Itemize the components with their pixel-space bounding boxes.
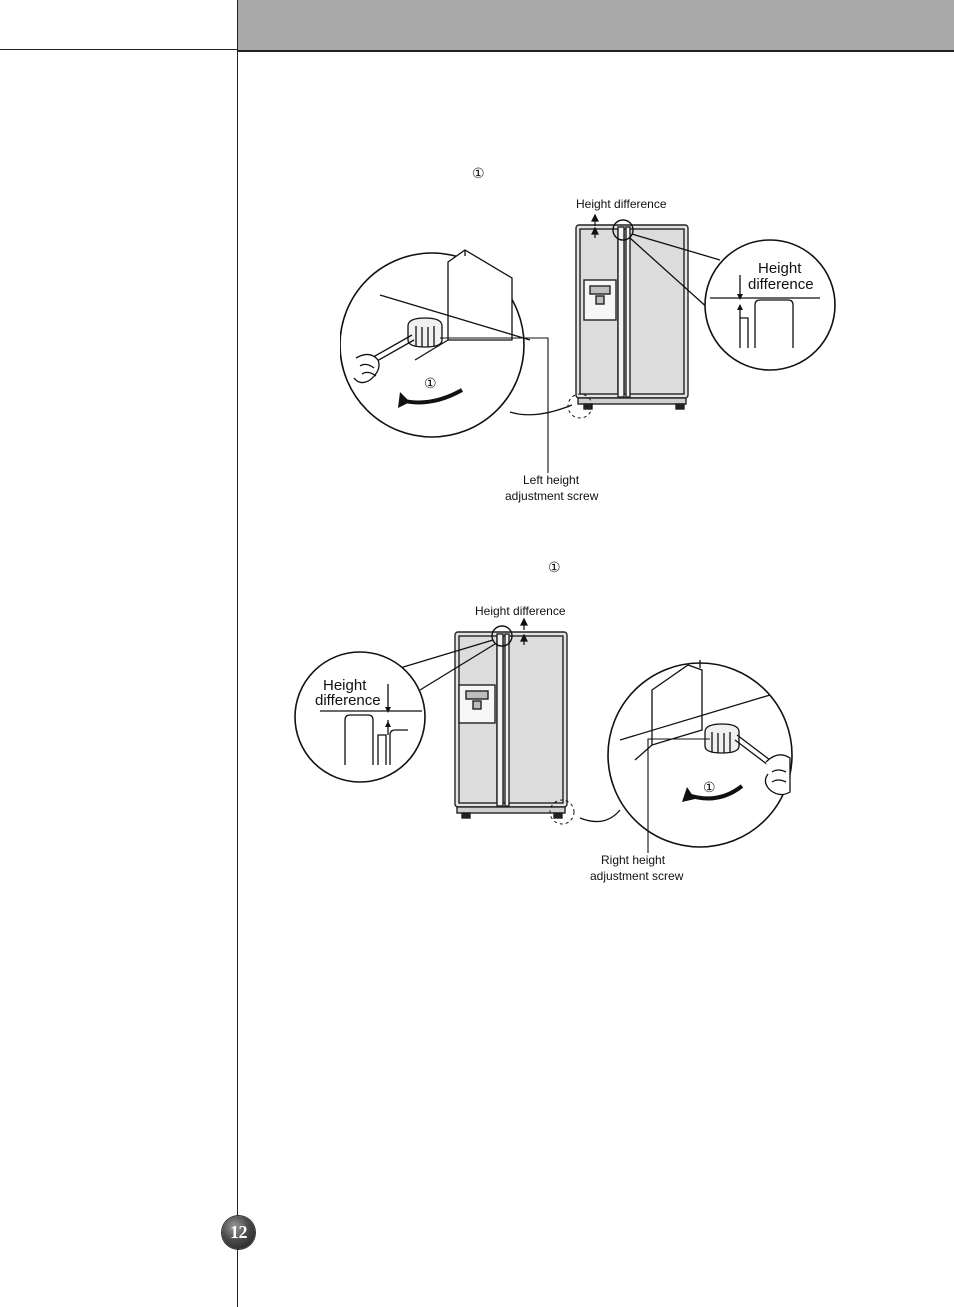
top-label-2: Height difference: [475, 604, 566, 618]
rotation-marker-right: ①: [703, 779, 716, 795]
step-2-marker: ①: [548, 559, 561, 575]
right-screw-figure: [290, 600, 810, 890]
screw-label-2b: adjustment screw: [590, 869, 684, 883]
screw-label-2: adjustment screw: [505, 489, 599, 503]
callout-label-1: Height: [758, 260, 802, 277]
refrigerator-illustration-2: [455, 632, 567, 818]
header-band: [238, 0, 954, 52]
screw-label-1: Left height: [523, 473, 580, 487]
top-detail-callout-2: [295, 652, 425, 782]
left-screw-figure: [340, 190, 850, 510]
callout-label-2: difference: [748, 276, 814, 293]
margin-rule: [237, 0, 238, 1307]
callout-label-1b: Height: [323, 677, 367, 694]
header-rule: [0, 49, 238, 50]
callout-label-2b: difference: [315, 692, 381, 709]
refrigerator-illustration: [576, 225, 688, 409]
rotation-marker-left: ①: [424, 375, 437, 391]
step-1-marker: ①: [472, 165, 485, 181]
page-number: 12: [230, 1222, 247, 1242]
page-number-badge: [222, 1216, 255, 1249]
screw-label-1b: Right height: [601, 853, 666, 867]
top-label: Height difference: [576, 197, 667, 211]
